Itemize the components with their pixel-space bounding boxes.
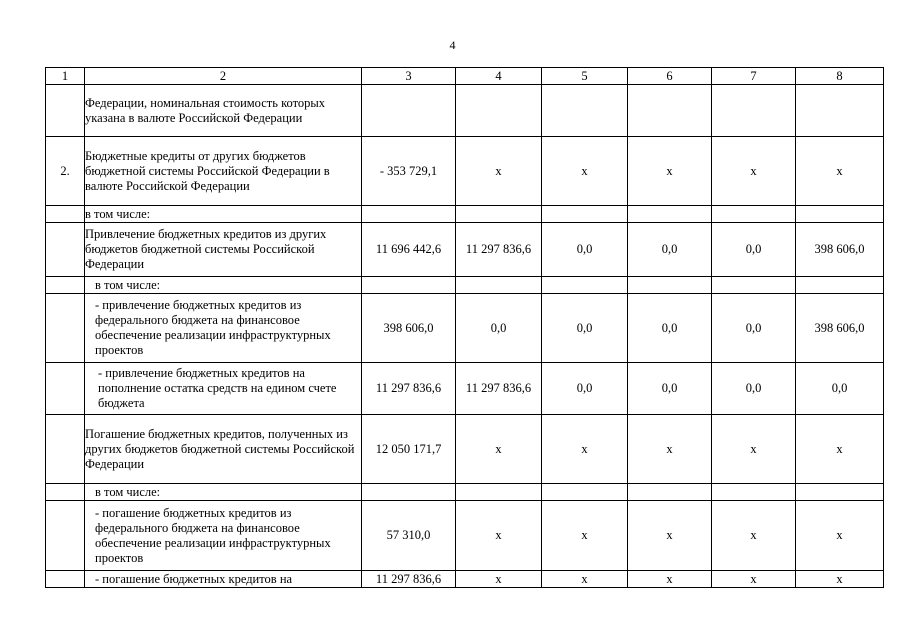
table-row bbox=[46, 223, 884, 277]
row-index: 2. bbox=[46, 137, 85, 206]
column-header: 2 bbox=[85, 68, 362, 85]
row-value bbox=[796, 277, 884, 294]
row-value bbox=[628, 277, 712, 294]
table-row bbox=[46, 415, 884, 484]
row-value: х bbox=[628, 571, 712, 588]
row-value: х bbox=[542, 501, 628, 571]
column-header: 4 bbox=[456, 68, 542, 85]
row-value: х bbox=[628, 415, 712, 484]
row-value bbox=[456, 484, 542, 501]
row-value bbox=[796, 85, 884, 137]
row-description: в том числе: bbox=[85, 206, 362, 223]
row-value: 398 606,0 bbox=[362, 294, 456, 363]
row-index bbox=[46, 85, 85, 137]
row-value bbox=[456, 85, 542, 137]
row-value bbox=[712, 277, 796, 294]
row-value: х bbox=[712, 501, 796, 571]
row-description: - погашение бюджетных кредитов из федерального бюджета на финансовое обеспечение реализации инфраструктурных проектов bbox=[85, 501, 362, 571]
row-value: 11 297 836,6 bbox=[456, 223, 542, 277]
column-header: 6 bbox=[628, 68, 712, 85]
row-value: 11 297 836,6 bbox=[456, 363, 542, 415]
row-value bbox=[628, 206, 712, 223]
row-value bbox=[456, 206, 542, 223]
row-description: - привлечение бюджетных кредитов на пополнение остатка средств на едином счете бюджета bbox=[85, 363, 362, 415]
row-value: х bbox=[712, 137, 796, 206]
row-value: 0,0 bbox=[456, 294, 542, 363]
row-value bbox=[362, 85, 456, 137]
table-row bbox=[46, 484, 884, 501]
row-value bbox=[712, 206, 796, 223]
table-row bbox=[46, 206, 884, 223]
row-value: - 353 729,1 bbox=[362, 137, 456, 206]
row-index bbox=[46, 206, 85, 223]
table-row bbox=[46, 137, 884, 206]
row-index bbox=[46, 571, 85, 588]
row-description: Привлечение бюджетных кредитов из других бюджетов бюджетной системы Российской Федерации bbox=[85, 223, 362, 277]
row-index bbox=[46, 277, 85, 294]
row-description: в том числе: bbox=[85, 484, 362, 501]
row-value: х bbox=[796, 501, 884, 571]
row-value: х bbox=[796, 137, 884, 206]
page-number: 4 bbox=[449, 38, 456, 52]
row-description: - погашение бюджетных кредитов на bbox=[85, 571, 362, 588]
row-value: х bbox=[542, 415, 628, 484]
row-value: 0,0 bbox=[712, 294, 796, 363]
row-value: х bbox=[542, 571, 628, 588]
row-value: 0,0 bbox=[712, 223, 796, 277]
row-value: х bbox=[456, 415, 542, 484]
row-value: х bbox=[796, 571, 884, 588]
row-value: 0,0 bbox=[542, 223, 628, 277]
row-value bbox=[628, 484, 712, 501]
row-value: 0,0 bbox=[796, 363, 884, 415]
row-index bbox=[46, 501, 85, 571]
row-value bbox=[712, 85, 796, 137]
row-value bbox=[362, 484, 456, 501]
table-row bbox=[46, 294, 884, 363]
row-value: х bbox=[456, 137, 542, 206]
row-description: - привлечение бюджетных кредитов из федерального бюджета на финансовое обеспечение реализации инфраструктурных проектов bbox=[85, 294, 362, 363]
table-row bbox=[46, 571, 884, 588]
row-value bbox=[542, 206, 628, 223]
budget-table bbox=[45, 67, 884, 588]
row-value: 11 297 836,6 bbox=[362, 363, 456, 415]
table-row bbox=[46, 277, 884, 294]
table-row bbox=[46, 85, 884, 137]
row-value: 0,0 bbox=[542, 294, 628, 363]
row-index bbox=[46, 294, 85, 363]
row-value: 11 297 836,6 bbox=[362, 571, 456, 588]
row-description: Бюджетные кредиты от других бюджетов бюджетной системы Российской Федерации в валюте Российской Федерации bbox=[85, 137, 362, 206]
row-value: х bbox=[456, 571, 542, 588]
table-row bbox=[46, 501, 884, 571]
row-value: 0,0 bbox=[542, 363, 628, 415]
row-value: 398 606,0 bbox=[796, 294, 884, 363]
column-header: 8 bbox=[796, 68, 884, 85]
row-value: х bbox=[712, 415, 796, 484]
row-value: х bbox=[796, 415, 884, 484]
row-value: х bbox=[628, 501, 712, 571]
row-value bbox=[362, 277, 456, 294]
row-value: х bbox=[456, 501, 542, 571]
row-index bbox=[46, 363, 85, 415]
table-row bbox=[46, 363, 884, 415]
row-value bbox=[796, 484, 884, 501]
row-value: 0,0 bbox=[628, 363, 712, 415]
column-header: 7 bbox=[712, 68, 796, 85]
row-value bbox=[628, 85, 712, 137]
row-description: в том числе: bbox=[85, 277, 362, 294]
row-value: х bbox=[628, 137, 712, 206]
row-value bbox=[542, 484, 628, 501]
row-description: Погашение бюджетных кредитов, полученных из других бюджетов бюджетной системы Российской Федерации bbox=[85, 415, 362, 484]
column-header: 3 bbox=[362, 68, 456, 85]
row-value bbox=[456, 277, 542, 294]
row-value: 11 696 442,6 bbox=[362, 223, 456, 277]
row-value: х bbox=[542, 137, 628, 206]
row-value: 0,0 bbox=[628, 223, 712, 277]
row-value bbox=[796, 206, 884, 223]
row-value bbox=[542, 277, 628, 294]
row-description: Федерации, номинальная стоимость которых указана в валюте Российской Федерации bbox=[85, 85, 362, 137]
row-index bbox=[46, 484, 85, 501]
row-value: 12 050 171,7 bbox=[362, 415, 456, 484]
row-value bbox=[542, 85, 628, 137]
column-header: 1 bbox=[46, 68, 85, 85]
row-value: х bbox=[712, 571, 796, 588]
row-value: 0,0 bbox=[712, 363, 796, 415]
column-header: 5 bbox=[542, 68, 628, 85]
table-header-row bbox=[46, 68, 884, 85]
row-index bbox=[46, 223, 85, 277]
row-value bbox=[362, 206, 456, 223]
row-value: 398 606,0 bbox=[796, 223, 884, 277]
row-value: 57 310,0 bbox=[362, 501, 456, 571]
row-value bbox=[712, 484, 796, 501]
row-index bbox=[46, 415, 85, 484]
row-value: 0,0 bbox=[628, 294, 712, 363]
